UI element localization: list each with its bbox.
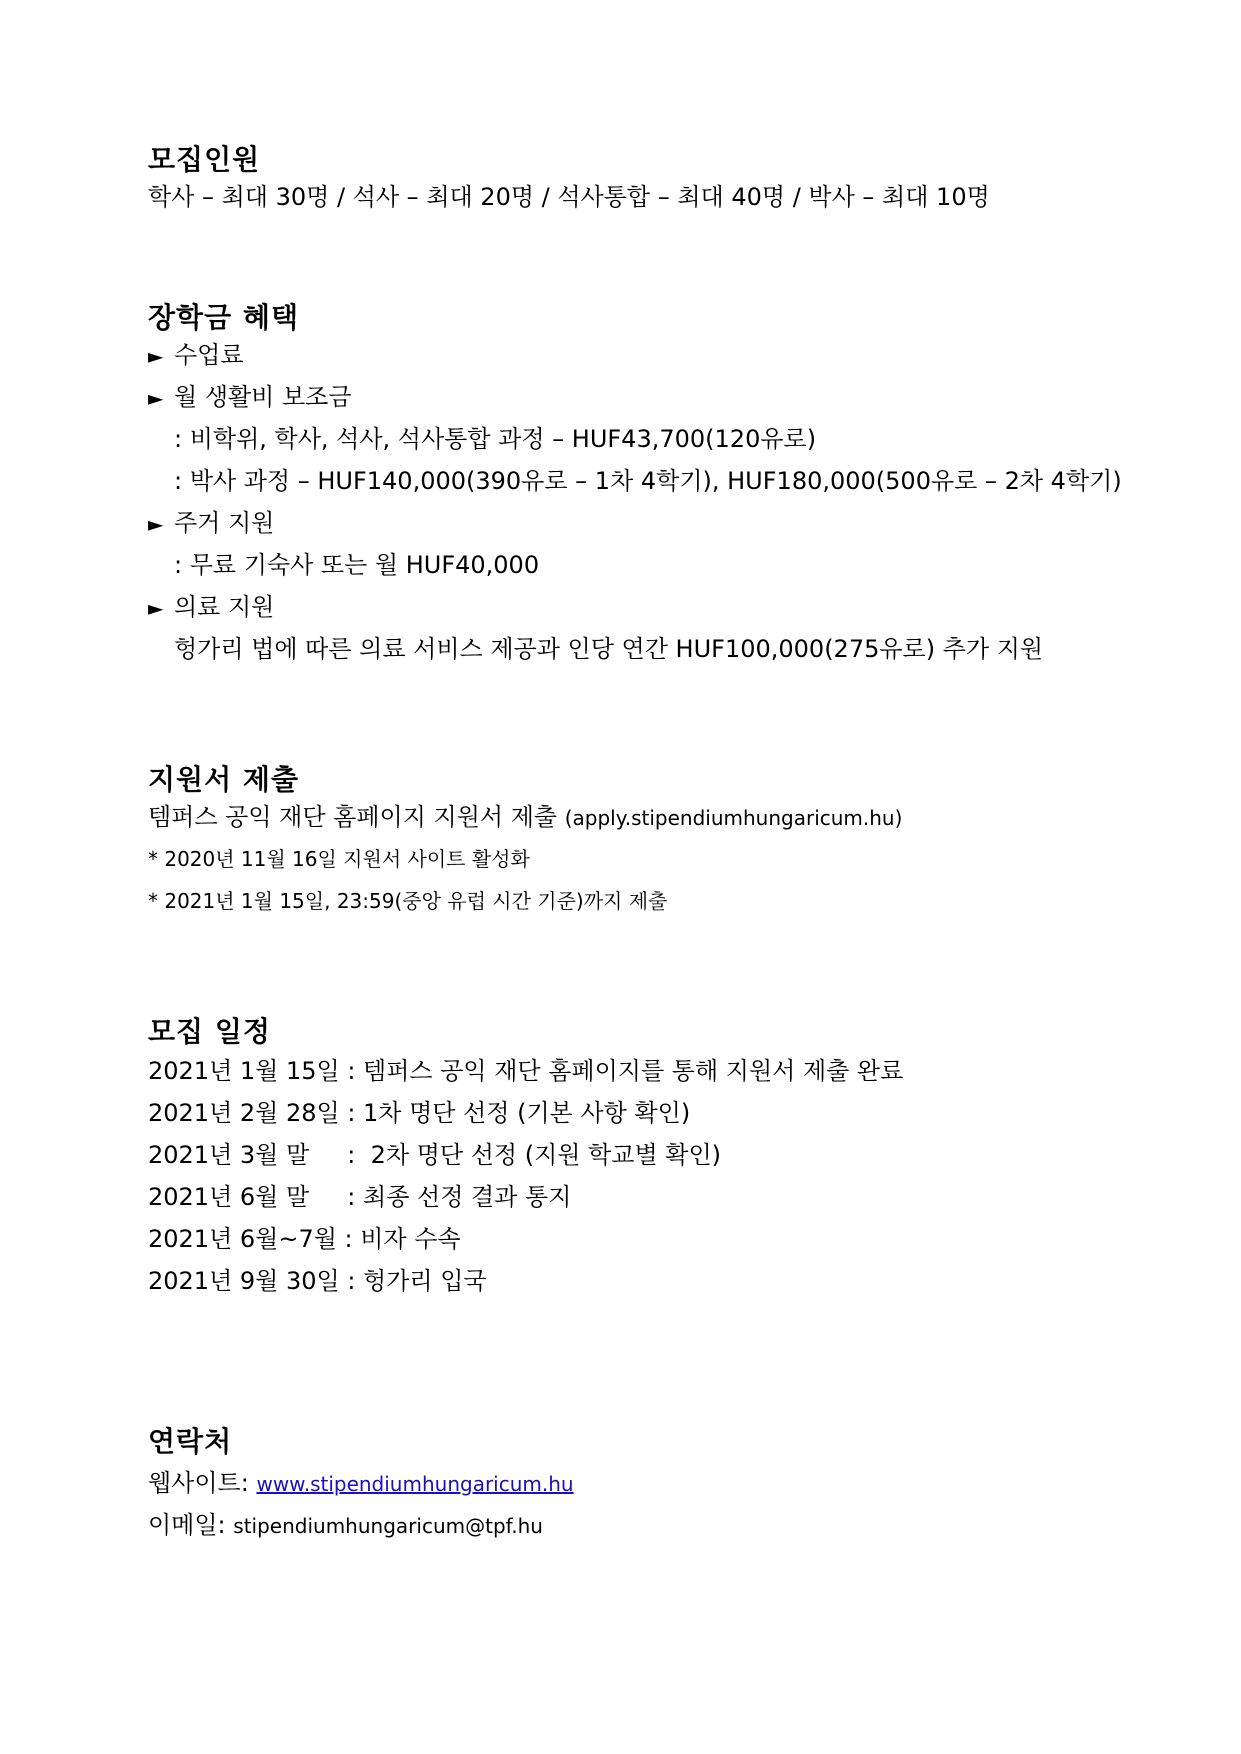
application-site-url: (apply.stipendiumhungaricum.hu) <box>564 806 903 830</box>
contact-heading: 연락처 <box>148 1425 233 1458</box>
benefit-item-medical <box>148 592 274 623</box>
schedule-row: 2021년 3월 말 : 2차 명단 선정 (지원 학교별 확인) <box>148 1141 721 1169</box>
contact-email <box>148 1510 543 1541</box>
bullet-arrow-icon: ► <box>148 512 164 536</box>
application-note-deadline: * 2021년 1월 15일, 23:59(중앙 유럽 시간 기준)까지 제출 <box>148 889 668 913</box>
email-label: 이메일: <box>148 1511 226 1539</box>
schedule-row: 2021년 6월 말 : 최종 선정 결과 통지 <box>148 1183 572 1211</box>
benefit-detail: : 무료 기숙사 또는 월 HUF40,000 <box>174 551 540 579</box>
application-note-open: * 2020년 11월 16일 지원서 사이트 활성화 <box>148 847 530 871</box>
benefit-detail: : 비학위, 학사, 석사, 석사통합 과정 – HUF43,700(120유로) <box>174 425 817 453</box>
application-heading: 지원서 제출 <box>148 763 299 796</box>
bullet-arrow-icon: ► <box>148 386 164 410</box>
benefit-item-housing <box>148 508 274 539</box>
benefit-item-living-allowance <box>148 382 352 413</box>
bullet-arrow-icon: ► <box>148 344 164 368</box>
website-label: 웹사이트: <box>148 1469 249 1497</box>
schedule-row: 2021년 9월 30일 : 헝가리 입국 <box>148 1267 487 1295</box>
schedule-heading: 모집 일정 <box>148 1015 271 1048</box>
recruitment-heading: 모집인원 <box>148 143 261 176</box>
website-link[interactable]: www.stipendiumhungaricum.hu <box>256 1472 574 1496</box>
benefit-label: 주거 지원 <box>174 509 275 537</box>
benefit-detail: : 박사 과정 – HUF140,000(390유로 – 1차 4학기), HUF180,000(500유로 – 2차 4학기) <box>174 467 1122 495</box>
schedule-row: 2021년 2월 28일 : 1차 명단 선정 (기본 사항 확인) <box>148 1099 691 1127</box>
schedule-row: 2021년 6월~7월 : 비자 수속 <box>148 1225 461 1253</box>
application-line <box>148 802 902 833</box>
benefits-heading: 장학금 혜택 <box>148 301 299 334</box>
benefit-detail: 헝가리 법에 따른 의료 서비스 제공과 인당 연간 HUF100,000(275유로) 추가 지원 <box>174 635 1044 663</box>
schedule-row: 2021년 1월 15일 : 템퍼스 공익 재단 홈페이지를 통해 지원서 제출 완료 <box>148 1057 904 1085</box>
email-address: stipendiumhungaricum@tpf.hu <box>233 1514 543 1538</box>
bullet-arrow-icon: ► <box>148 596 164 620</box>
contact-website <box>148 1468 574 1499</box>
benefit-item-tuition <box>148 340 244 371</box>
application-text: 템퍼스 공익 재단 홈페이지 지원서 제출 <box>148 803 558 831</box>
benefit-label: 수업료 <box>174 341 244 369</box>
benefit-label: 의료 지원 <box>174 593 275 621</box>
benefit-label: 월 생활비 보조금 <box>174 383 352 411</box>
recruitment-quota-line: 학사 – 최대 30명 / 석사 – 최대 20명 / 석사통합 – 최대 40명 / 박사 – 최대 10명 <box>148 183 990 211</box>
